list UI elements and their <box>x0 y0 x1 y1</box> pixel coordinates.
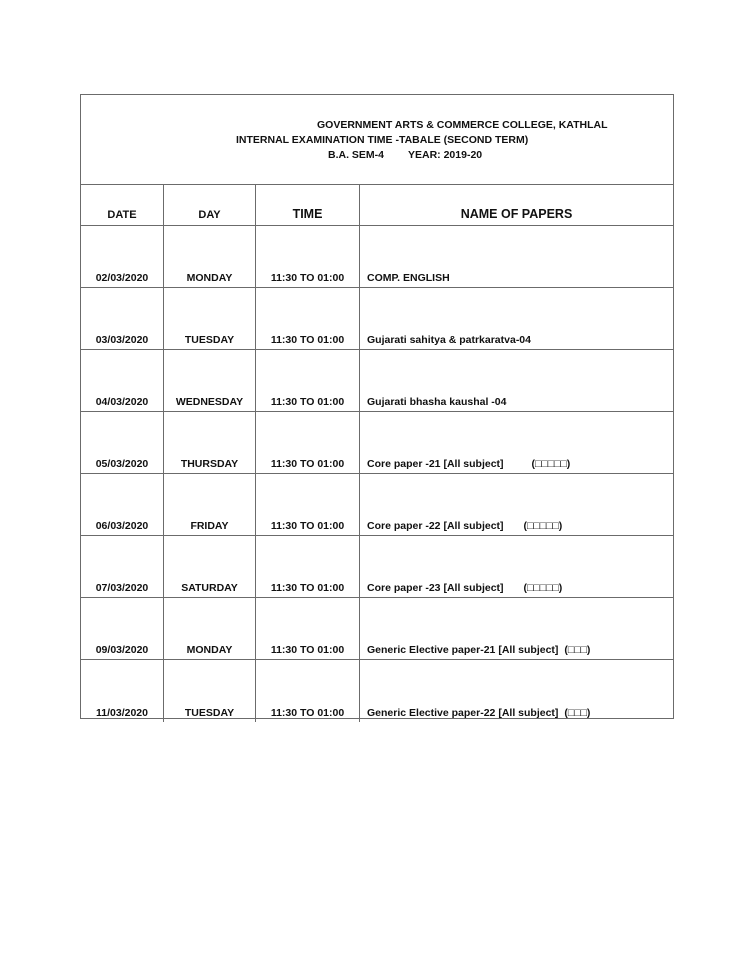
day-cell: WEDNESDAY <box>164 350 256 411</box>
paper-cell <box>360 226 673 287</box>
paper-note: (□□□) <box>564 707 591 719</box>
paper-cell <box>360 536 673 597</box>
time-cell: 11:30 TO 01:00 <box>256 474 360 535</box>
day-cell: TUESDAY <box>164 660 256 722</box>
date-cell: 04/03/2020 <box>81 350 164 411</box>
day-cell: MONDAY <box>164 226 256 287</box>
day-cell: SATURDAY <box>164 536 256 597</box>
table-row <box>81 536 673 598</box>
day-cell: THURSDAY <box>164 412 256 473</box>
timetable-sheet <box>80 94 674 719</box>
table-row <box>81 660 673 722</box>
paper-cell <box>360 474 673 535</box>
table-row <box>81 412 673 474</box>
time-cell: 11:30 TO 01:00 <box>256 598 360 659</box>
table-row <box>81 598 673 660</box>
date-cell: 09/03/2020 <box>81 598 164 659</box>
column-header-time: TIME <box>256 184 360 225</box>
day-cell: MONDAY <box>164 598 256 659</box>
date-cell: 03/03/2020 <box>81 288 164 349</box>
college-name: GOVERNMENT ARTS & COMMERCE COLLEGE, KATHLAL <box>317 119 608 131</box>
time-cell: 11:30 TO 01:00 <box>256 536 360 597</box>
table-row <box>81 226 673 288</box>
paper-name: Generic Elective paper-22 [All subject] <box>367 707 559 719</box>
column-header-day: DAY <box>164 184 256 225</box>
paper-cell <box>360 288 673 349</box>
time-cell: 11:30 TO 01:00 <box>256 288 360 349</box>
paper-note: (□□□□□) <box>531 458 571 470</box>
table-row <box>81 350 673 412</box>
day-cell: FRIDAY <box>164 474 256 535</box>
timetable-grid <box>81 184 673 722</box>
paper-note: (□□□□□) <box>523 582 563 594</box>
paper-name: Generic Elective paper-21 [All subject] <box>367 644 559 656</box>
date-cell: 11/03/2020 <box>81 660 164 722</box>
date-cell: 06/03/2020 <box>81 474 164 535</box>
paper-name: Core paper -21 [All subject] <box>367 458 504 470</box>
column-header-date: DATE <box>81 184 164 225</box>
table-row <box>81 288 673 350</box>
paper-cell <box>360 598 673 659</box>
time-cell: 11:30 TO 01:00 <box>256 350 360 411</box>
date-cell: 05/03/2020 <box>81 412 164 473</box>
title-block <box>81 95 673 185</box>
time-cell: 11:30 TO 01:00 <box>256 412 360 473</box>
date-cell: 02/03/2020 <box>81 226 164 287</box>
day-cell: TUESDAY <box>164 288 256 349</box>
exam-title: INTERNAL EXAMINATION TIME -TABALE (SECOND TERM) <box>236 134 529 146</box>
paper-cell <box>360 350 673 411</box>
column-header-papers: NAME OF PAPERS <box>460 207 573 221</box>
time-cell: 11:30 TO 01:00 <box>256 660 360 722</box>
paper-name: Core paper -23 [All subject] <box>367 582 504 594</box>
table-row <box>81 474 673 536</box>
year-label: YEAR: 2019-20 <box>408 149 483 161</box>
paper-name: Gujarati sahitya & patrkaratva-04 <box>367 334 531 346</box>
paper-name: Gujarati bhasha kaushal -04 <box>367 396 507 408</box>
date-cell: 07/03/2020 <box>81 536 164 597</box>
paper-note: (□□□□□) <box>523 520 563 532</box>
time-cell: 11:30 TO 01:00 <box>256 226 360 287</box>
paper-name: COMP. ENGLISH <box>367 272 450 284</box>
table-header-row <box>81 184 673 226</box>
paper-note: (□□□) <box>564 644 591 656</box>
paper-cell <box>360 660 673 722</box>
paper-cell <box>360 412 673 473</box>
paper-name: Core paper -22 [All subject] <box>367 520 504 532</box>
course-label: B.A. SEM-4 <box>328 149 385 161</box>
